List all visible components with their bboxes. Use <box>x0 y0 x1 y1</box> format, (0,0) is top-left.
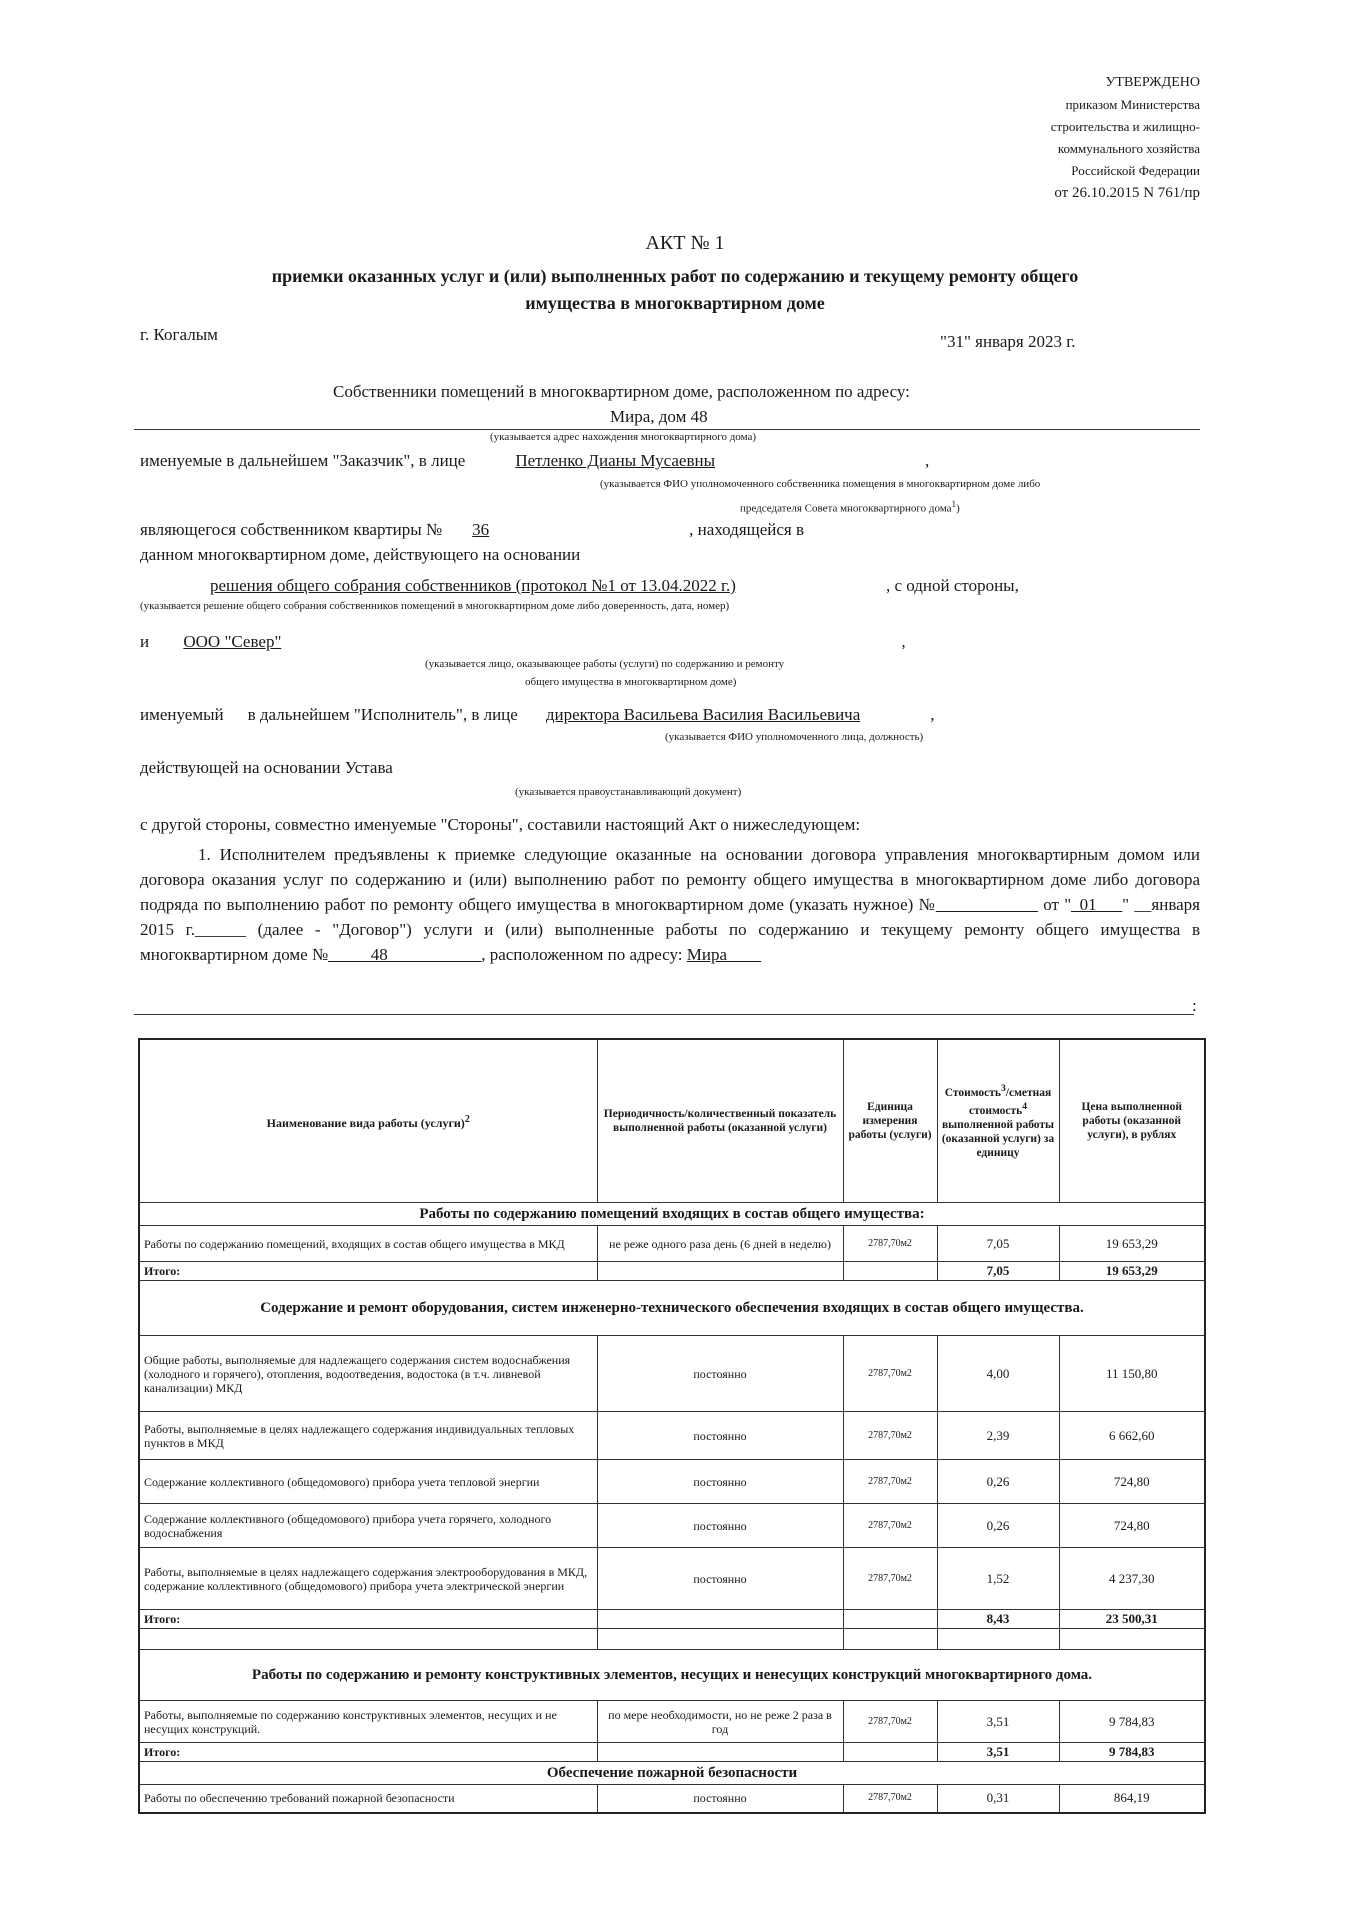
representative-hint-text: председателя Совета многоквартирного дома <box>740 502 952 515</box>
header-cost-text: /сметная стоимость <box>968 1087 1052 1117</box>
total-label: Итого: <box>139 1262 597 1281</box>
customer-suffix: , <box>925 451 930 470</box>
work-name: Работы, выполняемые в целях надлежащего содержания электрооборудования в МКД, содержание коллективного (общедомового) прибора учета электрической энергии <box>139 1548 597 1610</box>
work-price: 724,80 <box>1059 1460 1205 1504</box>
total-price: 9 784,83 <box>1059 1743 1205 1762</box>
table-row <box>139 1785 1205 1813</box>
footnote-mark: 4 <box>1022 1101 1028 1112</box>
total-cost: 3,51 <box>937 1743 1059 1762</box>
total-price: 23 500,31 <box>1059 1610 1205 1629</box>
header-cost-text: выполненной работы (оказанной услуги) за единицу <box>941 1118 1055 1159</box>
section-row <box>139 1650 1205 1701</box>
house-line: данном многоквартирном доме, действующего на основании <box>140 545 581 564</box>
act-subtitle-line: имущества в многоквартирном доме <box>525 293 825 313</box>
approval-line: от 26.10.2015 N 761/пр <box>1054 185 1200 201</box>
approval-line: коммунального хозяйства <box>1057 141 1200 156</box>
clause-1 <box>140 842 1200 967</box>
work-unit: 2787,70м2 <box>843 1226 937 1262</box>
total-label: Итого: <box>139 1743 597 1762</box>
header-period: Периодичность/количественный показатель выполненной работы (оказанной услуги) <box>597 1039 843 1203</box>
header-name-text: Наименование вида работы (услуги) <box>266 1115 465 1130</box>
executor-hint: (указывается ФИО уполномоченного лица, должность) <box>665 731 924 743</box>
approval-stamp-block <box>1051 72 1200 204</box>
section-title: Работы по содержанию и ремонту конструктивных элементов, несущих и ненесущих конструкций многоквартирного дома. <box>139 1650 1205 1701</box>
street-name: Мира____ <box>686 945 762 964</box>
work-period: не реже одного раза день (6 дней в неделю) <box>597 1226 843 1262</box>
approval-line: УТВЕРЖДЕНО <box>1105 75 1200 90</box>
section-title: Обеспечение пожарной безопасности <box>139 1762 1205 1785</box>
total-label: Итого: <box>139 1610 597 1629</box>
customer-representative: Петленко Дианы Мусаевны <box>515 451 716 470</box>
section-row <box>139 1281 1205 1336</box>
work-name: Работы по обеспечению требований пожарной безопасности <box>139 1785 597 1813</box>
address-continuation-line <box>134 1014 1194 1015</box>
blank-row <box>139 1629 1205 1650</box>
work-cost: 0,31 <box>937 1785 1059 1813</box>
work-name: Работы, выполняемые по содержанию конструктивных элементов, несущих и не несущих конструкций. <box>139 1701 597 1743</box>
table-row <box>139 1504 1205 1548</box>
table-row <box>139 1226 1205 1262</box>
footnote-mark: 3 <box>1001 1083 1006 1095</box>
colon: : <box>1192 996 1197 1015</box>
work-unit: 2787,70м2 <box>843 1548 937 1610</box>
clause-1-text: от " <box>1037 895 1072 914</box>
work-name: Содержание коллективного (общедомового) прибора учета горячего, холодного водоснабжения <box>139 1504 597 1548</box>
executor-suffix: , <box>930 705 935 724</box>
approval-line: Российской Федерации <box>1071 163 1200 178</box>
table-row <box>139 1460 1205 1504</box>
city: г. Когалым <box>140 325 218 344</box>
work-cost: 1,52 <box>937 1548 1059 1610</box>
address-underline <box>134 429 1200 430</box>
contractor-hint: (указывается лицо, оказывающее работы (услуги) по содержанию и ремонту <box>425 658 785 670</box>
total-price: 19 653,29 <box>1059 1262 1205 1281</box>
total-row <box>139 1262 1205 1281</box>
work-cost: 0,26 <box>937 1504 1059 1548</box>
contractor-line <box>140 632 906 652</box>
work-period: постоянно <box>597 1548 843 1610</box>
work-unit: 2787,70м2 <box>843 1336 937 1412</box>
customer-line <box>140 451 929 471</box>
address-hint: (указывается адрес нахождения многоквартирного дома) <box>490 431 757 443</box>
section-row <box>139 1203 1205 1226</box>
works-table <box>138 1038 1206 1814</box>
header-price: Цена выполненной работы (оказанной услуги), в рублях <box>1059 1039 1205 1203</box>
work-period: по мере необходимости, но не реже 2 раза в год <box>597 1701 843 1743</box>
work-unit: 2787,70м2 <box>843 1785 937 1813</box>
work-price: 4 237,30 <box>1059 1548 1205 1610</box>
approval-line: приказом Министерства <box>1065 97 1200 112</box>
basis-line <box>200 576 1019 596</box>
work-price: 11 150,80 <box>1059 1336 1205 1412</box>
total-row <box>139 1743 1205 1762</box>
work-period: постоянно <box>597 1504 843 1548</box>
apartment-number: 36 <box>472 520 490 539</box>
table-row <box>139 1701 1205 1743</box>
work-cost: 2,39 <box>937 1412 1059 1460</box>
work-name: Работы, выполняемые в целях надлежащего содержания индивидуальных тепловых пунктов в МКД <box>139 1412 597 1460</box>
apartment-suffix: , находящейся в <box>689 520 805 539</box>
table-row <box>139 1336 1205 1412</box>
work-price: 19 653,29 <box>1059 1226 1205 1262</box>
work-period: постоянно <box>597 1460 843 1504</box>
work-unit: 2787,70м2 <box>843 1412 937 1460</box>
parties-sentence: с другой стороны, совместно именуемые "Стороны", составили настоящий Акт о нижеследующем: <box>140 815 861 834</box>
basis-hint: (указывается решение общего собрания собственников помещений в многоквартирном доме либо доверенность, дата, номер) <box>140 600 730 612</box>
approval-line: строительства и жилищно- <box>1050 119 1200 134</box>
header-cost <box>937 1039 1059 1203</box>
apartment-prefix: являющегося собственником квартиры № <box>140 520 443 539</box>
header-name <box>139 1039 597 1203</box>
total-cost: 7,05 <box>937 1262 1059 1281</box>
table-row <box>139 1412 1205 1460</box>
house-number: _____48___________ <box>328 945 482 964</box>
work-cost: 3,51 <box>937 1701 1059 1743</box>
contractor-suffix: , <box>901 632 906 651</box>
owners-address: Мира, дом 48 <box>610 407 708 426</box>
basis-suffix: , с одной стороны, <box>885 576 1019 595</box>
representative-hint-end: ) <box>956 502 960 515</box>
representative-hint <box>740 499 960 515</box>
total-row <box>139 1610 1205 1629</box>
footnote-mark: 1 <box>951 499 957 509</box>
work-unit: 2787,70м2 <box>843 1460 937 1504</box>
acting-basis: действующей на основании Устава <box>140 758 393 777</box>
act-subtitle <box>160 263 1190 317</box>
total-cost: 8,43 <box>937 1610 1059 1629</box>
work-price: 9 784,83 <box>1059 1701 1205 1743</box>
representative-hint: (указывается ФИО уполномоченного собственника помещения в многоквартирном доме либо <box>600 478 1041 490</box>
and-word: и <box>140 632 150 651</box>
work-period: постоянно <box>597 1785 843 1813</box>
table-header-row <box>139 1039 1205 1203</box>
work-name: Содержание коллективного (общедомового) прибора учета тепловой энергии <box>139 1460 597 1504</box>
contractor-name: ООО "Север" <box>183 632 282 651</box>
customer-prefix: именуемые в дальнейшем "Заказчик", в лице <box>140 451 466 470</box>
section-row <box>139 1762 1205 1785</box>
work-period: постоянно <box>597 1412 843 1460</box>
work-name: Работы по содержанию помещений, входящих в состав общего имущества в МКД <box>139 1226 597 1262</box>
work-unit: 2787,70м2 <box>843 1701 937 1743</box>
owners-basis: решения общего собрания собственников (протокол №1 от 13.04.2022 г.) <box>210 576 736 595</box>
header-cost-text: Стоимость <box>944 1087 1001 1099</box>
owners-intro: Собственники помещений в многоквартирном доме, расположенном по адресу: <box>333 382 910 401</box>
contract-day: _01___ <box>1071 895 1123 914</box>
footnote-mark: 2 <box>464 1113 470 1125</box>
clause-1-text: , расположенном по адресу: <box>481 945 687 964</box>
header-unit: Единица измерения работы (услуги) <box>843 1039 937 1203</box>
act-title: АКТ № 1 <box>645 232 725 254</box>
work-price: 864,19 <box>1059 1785 1205 1813</box>
work-price: 6 662,60 <box>1059 1412 1205 1460</box>
executor-line <box>140 705 935 725</box>
section-title: Содержание и ремонт оборудования, систем инженерно-технического обеспечения входящих в состав общего имущества. <box>139 1281 1205 1336</box>
executor-person: директора Васильева Василия Васильевича <box>545 705 861 724</box>
work-cost: 4,00 <box>937 1336 1059 1412</box>
work-name: Общие работы, выполняемые для надлежащего содержания систем водоснабжения (холодного и горячего), отопления, водоотведения, водостока (в т.ч. ливневой канализации) МКД <box>139 1336 597 1412</box>
act-subtitle-line: приемки оказанных услуг и (или) выполненных работ по содержанию и текущему ремонту общего <box>271 266 1079 286</box>
work-cost: 0,26 <box>937 1460 1059 1504</box>
clause-1-text: 1. Исполнителем предъявлены к приемке следующие оказанные на основании договора управления многоквартирным домом или договора оказания услуг по содержанию и (или) выполнению работ по ремонту общего имущества в многоквартирном доме либо договора подряда по выполнению работ по ремонту общего имущества в многоквартирном доме (указать нужное) № <box>140 845 1200 914</box>
act-date: "31" января 2023 г. <box>940 332 1076 351</box>
contract-number-blank: ____________ <box>935 895 1038 914</box>
acting-hint: (указывается правоустанавливающий документ) <box>515 786 742 798</box>
work-cost: 7,05 <box>937 1226 1059 1262</box>
apartment-line <box>140 520 804 540</box>
clause-1-text: " __января 2015 г.______ (далее - "Договор") услуги и (или) выполненные работы по содержанию и текущему ремонту общего имущества в многоквартирном доме № <box>140 895 1200 964</box>
table-row <box>139 1548 1205 1610</box>
executor-mid: в дальнейшем "Исполнитель", в лице <box>247 705 518 724</box>
work-unit: 2787,70м2 <box>843 1504 937 1548</box>
contractor-hint: общего имущества в многоквартирном доме) <box>525 676 737 688</box>
executor-prefix: именуемый <box>140 705 224 724</box>
work-price: 724,80 <box>1059 1504 1205 1548</box>
section-title: Работы по содержанию помещений входящих в состав общего имущества: <box>139 1203 1205 1226</box>
work-period: постоянно <box>597 1336 843 1412</box>
